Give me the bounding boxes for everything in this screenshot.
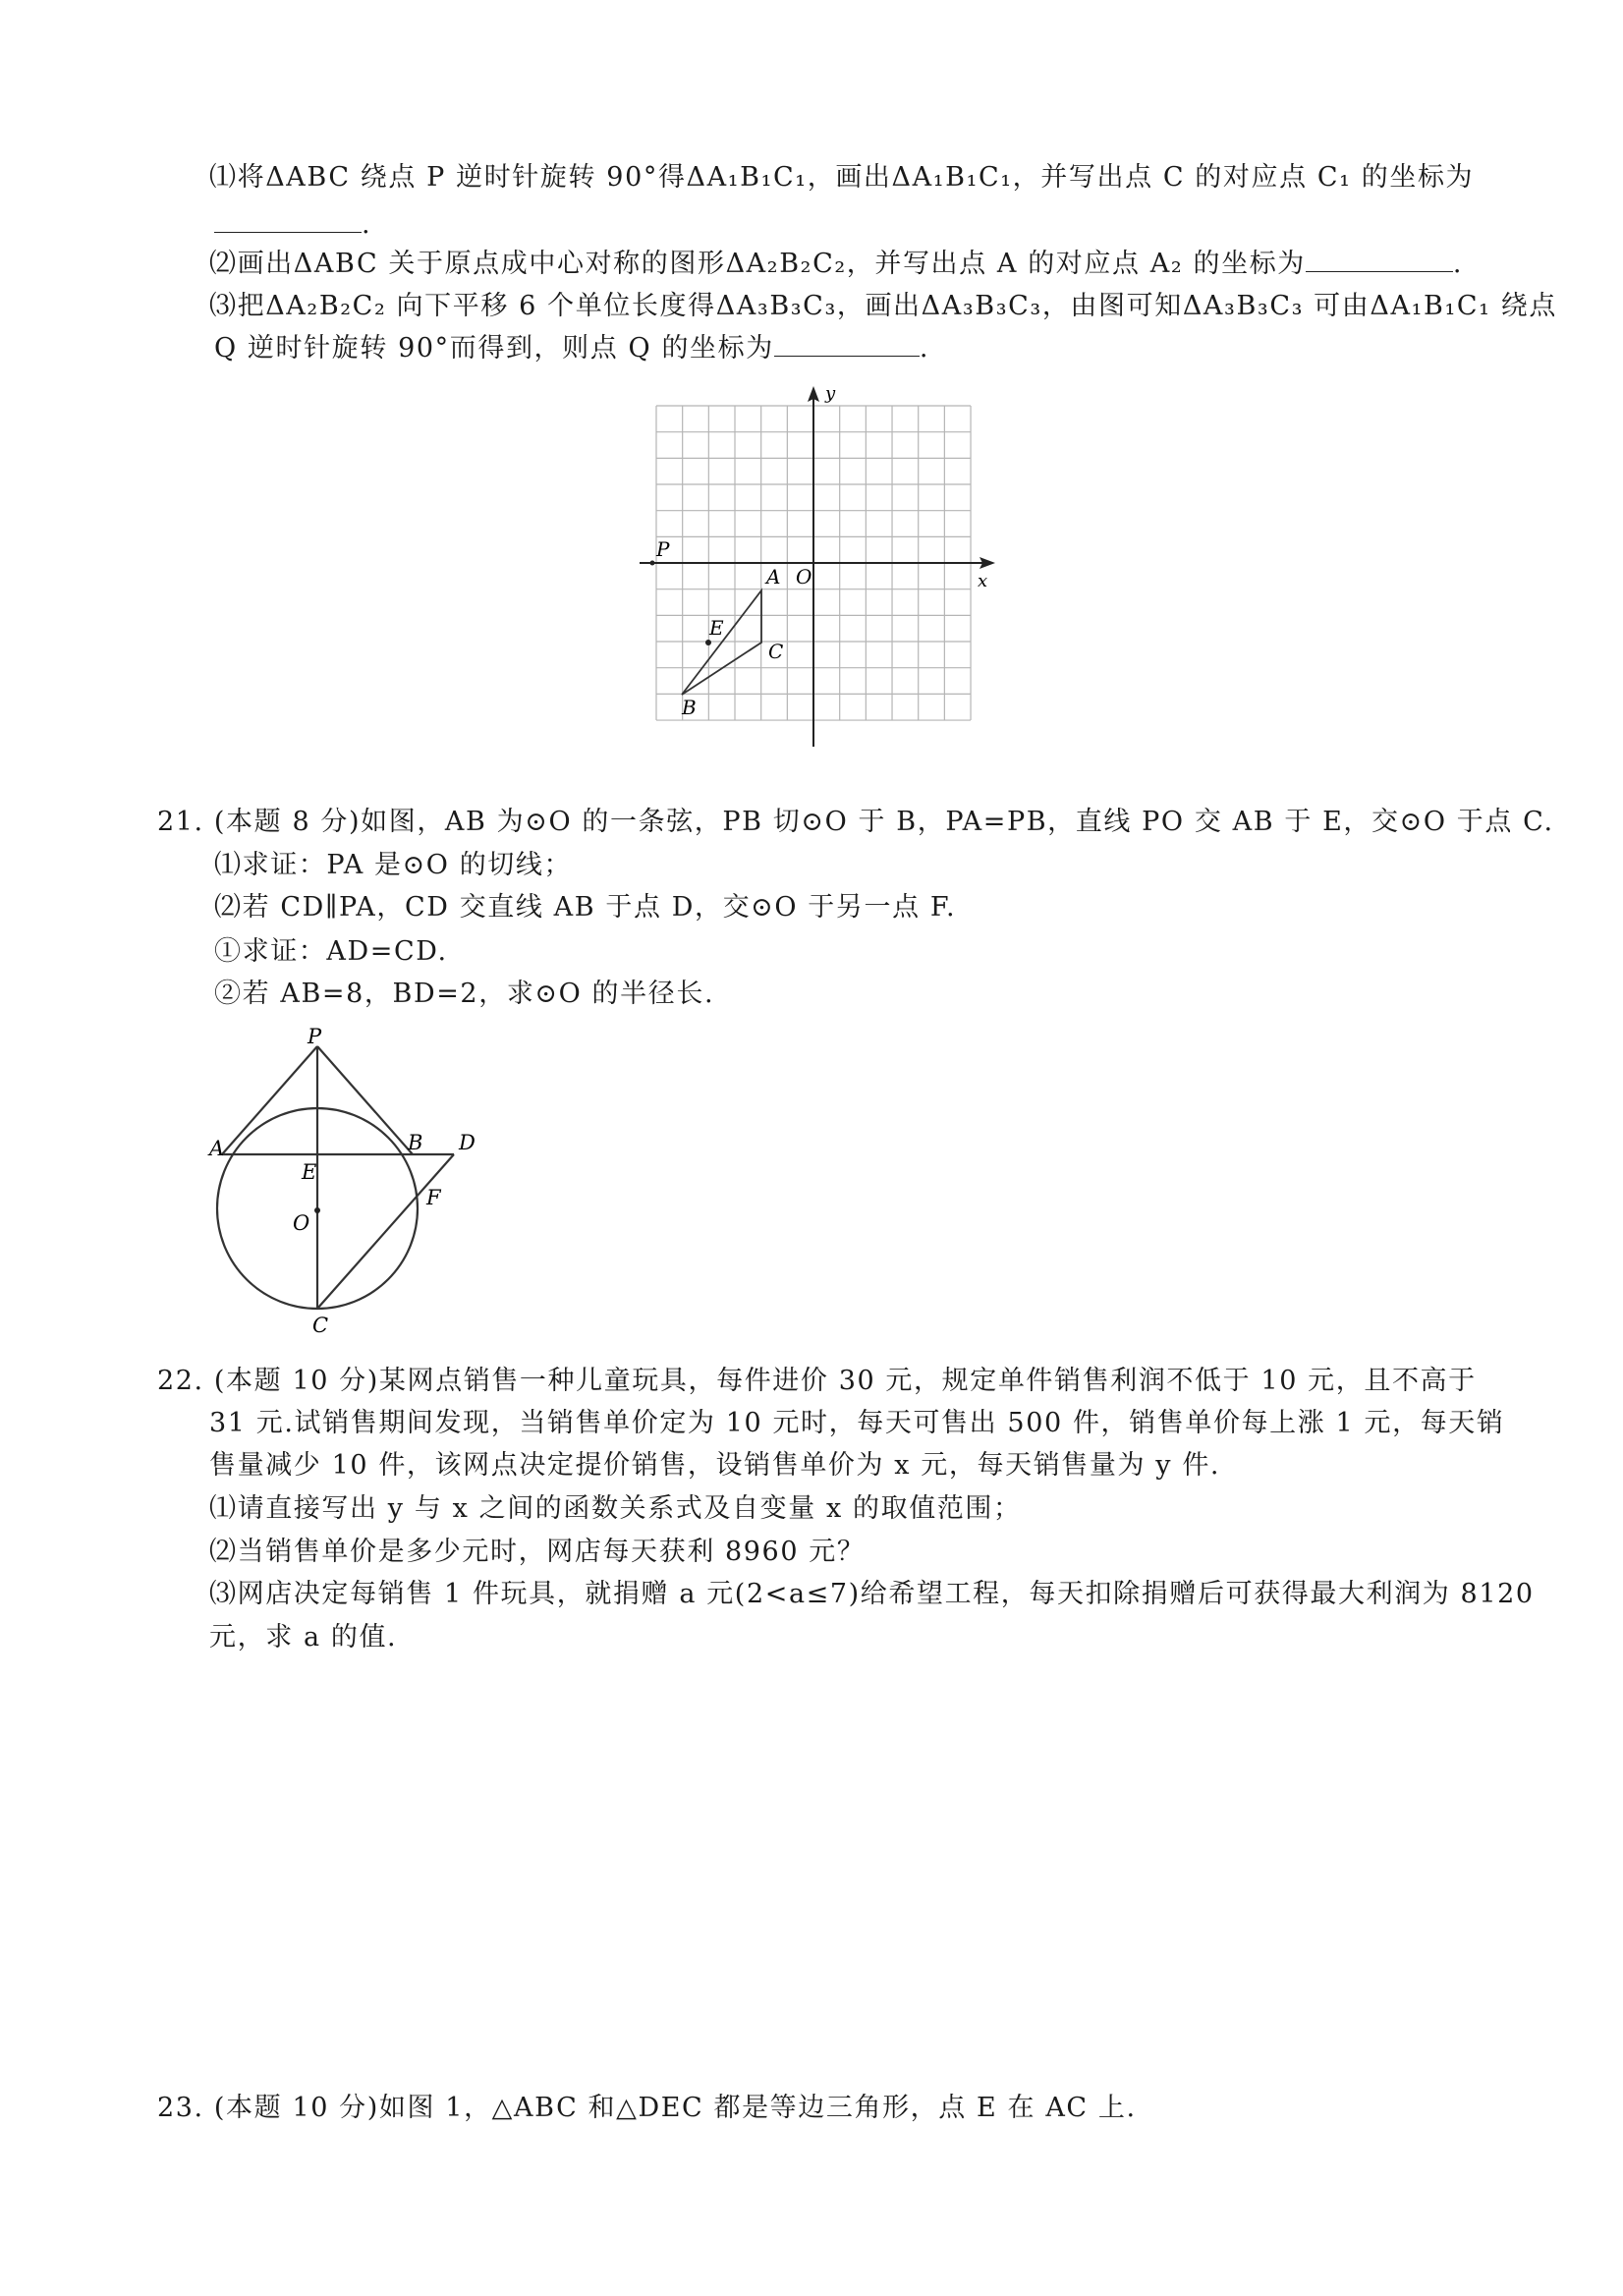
q22-line3-text: 售量减少 10 件，该网点决定提价销售，设销售单价为 x 元，每天销售量为 y 件. bbox=[209, 1450, 1221, 1481]
label-e: E bbox=[302, 1160, 317, 1184]
x-axis bbox=[640, 557, 995, 569]
label-f: F bbox=[426, 1186, 441, 1209]
point-c-label: C bbox=[768, 640, 784, 663]
circle-tangent-figure bbox=[201, 1022, 496, 1336]
q20-part3-cont bbox=[214, 330, 929, 367]
q21-part2 bbox=[214, 889, 956, 926]
q21-part1 bbox=[214, 847, 572, 884]
q22-part1 bbox=[209, 1490, 1022, 1528]
x-axis-label: x bbox=[978, 571, 988, 591]
q22-line3 bbox=[209, 1447, 1220, 1484]
q23-stem-text: 23. (本题 10 分)如图 1，△ABC 和△DEC 都是等边三角形，点 E 在 AC 上. bbox=[157, 2093, 1137, 2123]
line-cd bbox=[317, 1154, 454, 1309]
q20-part1-text: ⑴将ΔABC 绕点 P 逆时针旋转 90°得ΔA₁B₁C₁，画出ΔA₁B₁C₁，并写出点 C 的对应点 C₁ 的坐标为 bbox=[209, 162, 1475, 193]
q21-part2b-text: ②若 AB=8，BD=2，求⊙O 的半径长. bbox=[214, 979, 715, 1009]
coordinate-grid-figure bbox=[629, 378, 1012, 756]
q20-part3 bbox=[209, 288, 1557, 325]
triangle-abc bbox=[682, 590, 761, 695]
answer-blank bbox=[774, 330, 920, 357]
q21-stem bbox=[157, 804, 1554, 841]
label-c: C bbox=[312, 1314, 329, 1336]
y-axis-label: y bbox=[825, 383, 836, 404]
q21-part2b bbox=[214, 976, 714, 1013]
answer-blank bbox=[1306, 246, 1453, 272]
q21-part1-text: ⑴求证：PA 是⊙O 的切线； bbox=[214, 850, 573, 880]
q22-part2 bbox=[209, 1534, 865, 1571]
q20-part1-answer bbox=[214, 206, 371, 244]
center-o-dot bbox=[314, 1207, 320, 1213]
q20-part1 bbox=[209, 159, 1474, 196]
label-a: A bbox=[209, 1137, 225, 1160]
point-e-label: E bbox=[709, 616, 724, 640]
q20-part3-end: . bbox=[919, 333, 930, 364]
q21-part2a bbox=[214, 933, 448, 971]
q22-line1 bbox=[157, 1363, 1477, 1400]
q22-line2 bbox=[209, 1405, 1504, 1442]
point-e-dot bbox=[705, 640, 711, 645]
label-d: D bbox=[459, 1131, 476, 1154]
q22-part2-text: ⑵当销售单价是多少元时，网店每天获利 8960 元？ bbox=[209, 1537, 866, 1567]
q22-part1-text: ⑴请直接写出 y 与 x 之间的函数关系式及自变量 x 的取值范围； bbox=[209, 1493, 1022, 1524]
q20-part2-text: ⑵画出ΔABC 关于原点成中心对称的图形ΔA₂B₂C₂，并写出点 A 的对应点 A₂ 的坐标为 bbox=[209, 249, 1306, 279]
q22-line1-text: 22. (本题 10 分)某网点销售一种儿童玩具，每件进价 30 元，规定单件销售利润不低于 10 元，且不高于 bbox=[157, 1366, 1477, 1396]
q22-part3-cont bbox=[209, 1619, 397, 1656]
q20-part2 bbox=[209, 246, 1463, 283]
q22-part3-text: ⑶网店决定每销售 1 件玩具，就捐赠 a 元(2<a≤7)给希望工程，每天扣除捐赠后可获得最大利润为 8120 bbox=[209, 1579, 1535, 1609]
q22-part3-text-cont: 元，求 a 的值. bbox=[209, 1622, 398, 1652]
label-p: P bbox=[308, 1025, 322, 1048]
q23-stem bbox=[157, 2090, 1137, 2127]
tangent-pb bbox=[317, 1046, 413, 1154]
q20-part2-end: . bbox=[1452, 249, 1464, 279]
label-o: O bbox=[293, 1211, 310, 1235]
tangent-pa bbox=[222, 1046, 317, 1154]
point-b-label: B bbox=[682, 696, 697, 719]
q20-part3-text-cont: Q 逆时针旋转 90°而得到，则点 Q 的坐标为 bbox=[214, 333, 774, 364]
q21-part2-text: ⑵若 CD∥PA，CD 交直线 AB 于点 D，交⊙O 于另一点 F. bbox=[214, 892, 957, 923]
answer-blank bbox=[214, 206, 362, 233]
point-p-label: P bbox=[656, 537, 670, 561]
q20-part3-text: ⑶把ΔA₂B₂C₂ 向下平移 6 个单位长度得ΔA₃B₃C₃，画出ΔA₃B₃C₃，由图可知ΔA₃B₃C₃ 可由ΔA₁B₁C₁ 绕点 bbox=[209, 291, 1557, 321]
label-b: B bbox=[408, 1131, 423, 1154]
point-p-dot bbox=[650, 561, 655, 566]
q21-part2a-text: ①求证：AD=CD. bbox=[214, 936, 448, 967]
origin-label: O bbox=[796, 565, 812, 588]
point-a-label: A bbox=[766, 565, 781, 588]
q22-line2-text: 31 元.试销售期间发现，当销售单价定为 10 元时，每天可售出 500 件，销售单价每上涨 1 元，每天销 bbox=[209, 1408, 1505, 1438]
q22-part3 bbox=[209, 1576, 1535, 1613]
q21-stem-text: 21. (本题 8 分)如图，AB 为⊙O 的一条弦，PB 切⊙O 于 B，PA=PB，直线 PO 交 AB 于 E，交⊙O 于点 C. bbox=[157, 807, 1554, 837]
q20-part1-end: . bbox=[362, 209, 372, 240]
